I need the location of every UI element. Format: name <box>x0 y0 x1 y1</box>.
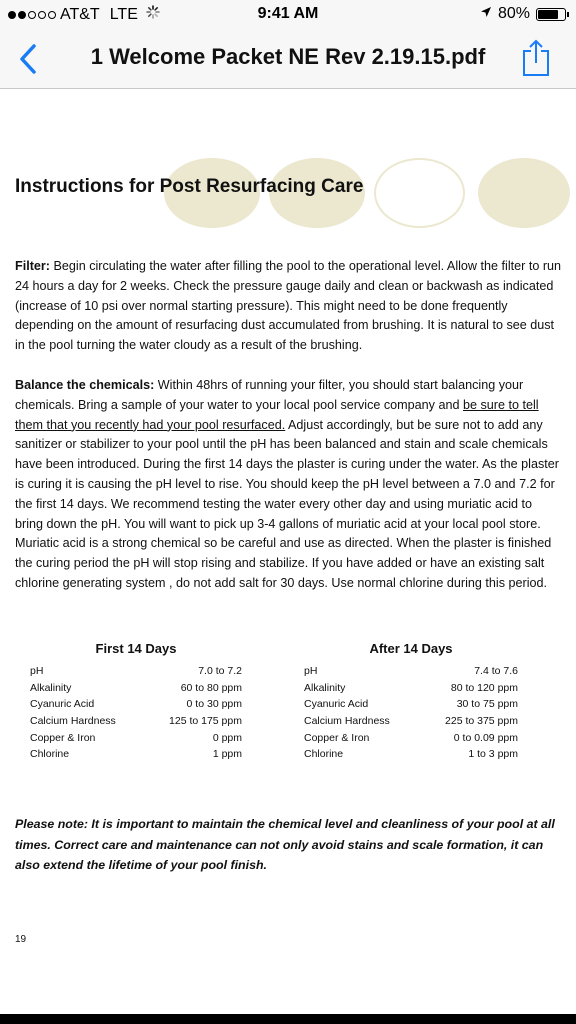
care-note: Please note: It is important to maintain the chemical level and cleanliness of your pool at all times. Correct care and maintenance can not only avoid stains and scale formation, it can also extend the lifetime of your pool finish. <box>15 817 555 872</box>
parameter-name: Cyanuric Acid <box>30 698 95 711</box>
parameter-value: 125 to 175 ppm <box>169 715 242 728</box>
table-title: First 14 Days <box>95 641 177 656</box>
balance-text-before: Within 48hrs of running your filter, you should start balancing your chemicals. Bring a sample of your water to your local pool service company and <box>15 378 524 412</box>
parameter-name: Chlorine <box>30 748 70 761</box>
filter-paragraph <box>15 257 563 356</box>
balance-label: Balance the chemicals: <box>15 378 155 392</box>
filter-text: Begin circulating the water after filling the pool to the operational level. Allow the filter to run 24 hours a day for 2 weeks. Check the pressure gauge daily and clean or backwash as indicated (increase of 10 psi over normal starting pressure). This might need to be done frequently depending on the amount of resurfacing dust accumulated from brushing. It is natural to see dust in the pool turning the water cloudy as a result of the brushing. <box>15 259 562 353</box>
table-row <box>304 730 518 747</box>
chevron-left-icon <box>14 42 44 76</box>
parameter-value: 225 to 375 ppm <box>445 715 518 728</box>
document-heading: Instructions for Post Resurfacing Care <box>15 176 364 197</box>
back-button[interactable] <box>14 42 44 76</box>
table-row <box>30 696 242 713</box>
status-right <box>480 5 566 23</box>
parameter-name: Calcium Hardness <box>30 715 116 728</box>
parameter-name: pH <box>304 665 318 677</box>
carrier-name: AT&T <box>60 5 100 23</box>
parameter-value: 30 to 75 ppm <box>456 698 518 711</box>
network-type: LTE <box>109 5 138 23</box>
bottom-edge <box>0 1014 576 1024</box>
filter-label: Filter: <box>15 259 50 273</box>
table-title: After 14 Days <box>369 641 453 656</box>
table-row <box>30 713 242 730</box>
battery-percent: 80% <box>497 5 530 22</box>
table-row <box>304 696 518 713</box>
parameter-name: Alkalinity <box>30 681 72 694</box>
status-bar <box>0 0 576 30</box>
battery-icon <box>536 8 566 21</box>
share-button[interactable] <box>520 38 552 78</box>
parameter-value: 0 to 0.09 ppm <box>453 731 518 744</box>
page-number: 19 <box>15 934 27 945</box>
table-row <box>30 680 242 697</box>
share-icon <box>520 38 552 78</box>
parameter-name: Copper & Iron <box>30 731 96 744</box>
parameter-name: Alkalinity <box>304 681 346 694</box>
after-14-days-table <box>304 641 518 763</box>
location-arrow-icon <box>480 5 492 23</box>
table-row <box>30 663 242 680</box>
pdf-page[interactable] <box>0 89 576 1014</box>
parameter-value: 0 ppm <box>212 731 242 744</box>
parameter-value: 0 to 30 ppm <box>186 698 242 711</box>
table-row <box>304 713 518 730</box>
balance-underlined-text: be sure to tell them that you recently had your pool resurfaced. <box>15 397 539 432</box>
parameter-name: Cyanuric Acid <box>304 698 369 711</box>
status-time: 9:41 AM <box>257 5 319 22</box>
table-row <box>30 746 242 763</box>
balance-paragraph <box>15 376 563 594</box>
document-title: 1 Welcome Packet NE Rev 2.19.15.pdf <box>90 44 486 69</box>
table-row <box>304 680 518 697</box>
table-row <box>30 730 242 747</box>
parameter-value: 7.4 to 7.6 <box>474 665 518 677</box>
parameter-name: Chlorine <box>304 748 344 761</box>
parameter-name: pH <box>30 665 44 677</box>
parameter-value: 1 to 3 ppm <box>468 748 518 761</box>
decorative-circle <box>478 158 570 228</box>
parameter-value: 7.0 to 7.2 <box>198 665 242 677</box>
table-row <box>304 663 518 680</box>
table-row <box>304 746 518 763</box>
decorative-circle-outline <box>374 158 465 228</box>
parameter-value: 80 to 120 ppm <box>450 681 518 694</box>
parameter-name: Copper & Iron <box>304 731 370 744</box>
balance-text-after: Adjust accordingly, but be sure not to add any sanitizer or stabilizer to your pool until the pH has been balanced and stain and scale chemicals have been introduced. During the first 14 days the plaster is curing under the water. As the plaster is curing it is causing the pH level to rise. You should keep the pH level between a 7.0 and 7.2 for the first 14 days. We recommend testing the water every other day and using muriatic acid to bring down the pH. You will want to pick up 3-4 gallons of muriatic acid at your local pool store. Muriatic acid is a strong chemical so be careful and use as directed. When the plaster is finished the curing period the pH will stop rising and stabilize. If you have added or have an existing salt chlorine generating system , do not add salt for 30 days. Use normal chlorine during this period. <box>15 417 559 590</box>
parameter-name: Calcium Hardness <box>304 715 390 728</box>
first-14-days-table <box>30 641 242 763</box>
parameter-value: 60 to 80 ppm <box>180 681 242 694</box>
navigation-bar <box>0 30 576 89</box>
parameter-value: 1 ppm <box>212 748 242 761</box>
